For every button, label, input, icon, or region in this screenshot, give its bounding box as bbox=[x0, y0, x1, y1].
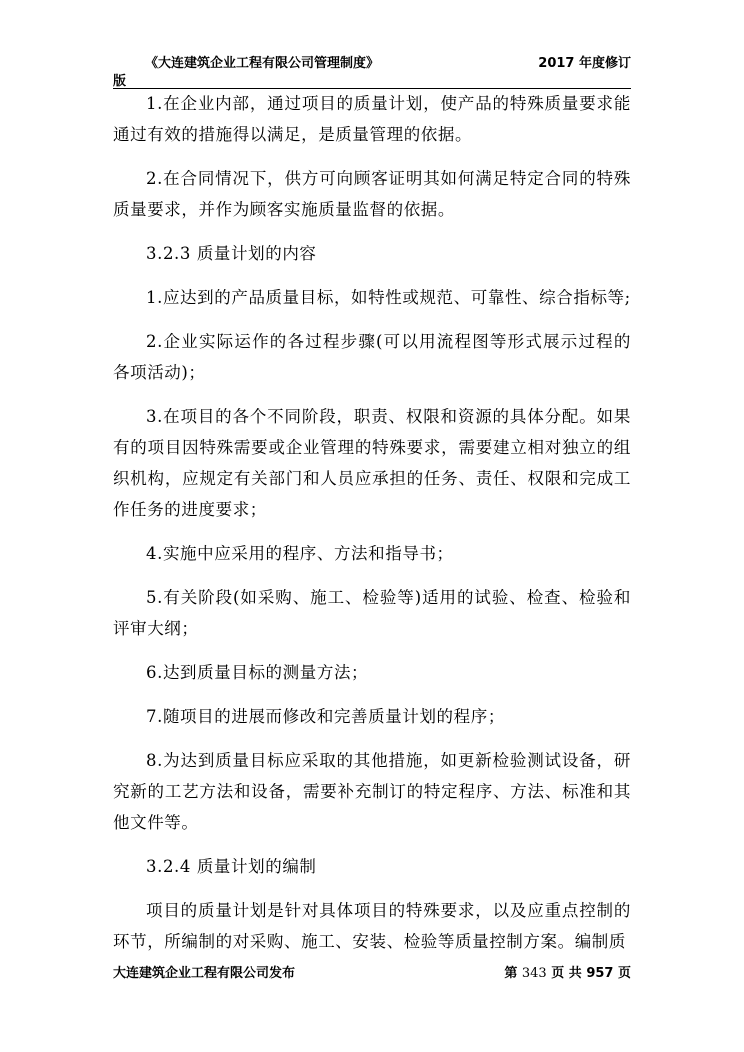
paragraph-item-2: 2.企业实际运作的各过程步骤(可以用流程图等形式展示过程的各项活动)； bbox=[113, 332, 631, 382]
page-current: 343 bbox=[521, 966, 547, 981]
publisher-label: 大连建筑企业工程有限公司发布 bbox=[113, 966, 296, 981]
paragraph-item-7: 7.随项目的进展而修改和完善质量计划的程序； bbox=[146, 707, 505, 726]
section-heading-3-2-4: 3.2.4 质量计划的编制 bbox=[146, 857, 317, 876]
page-number bbox=[504, 962, 631, 981]
revision-label-wrap: 版 bbox=[113, 74, 127, 89]
paragraph-compilation: 项目的质量计划是针对具体项目的特殊要求，以及应重点控制的环节，所编制的对采购、施工、安装、检验等质量控制方案。编制质 bbox=[113, 901, 631, 951]
page-mid: 页 共 bbox=[551, 966, 582, 981]
page-suffix: 页 bbox=[617, 966, 631, 981]
section-heading-3-2-3: 3.2.3 质量计划的内容 bbox=[146, 244, 317, 263]
page-footer bbox=[113, 962, 631, 980]
paragraph-1: 1.在企业内部，通过项目的质量计划，使产品的特殊质量要求能通过有效的措施得以满足，是质量管理的依据。 bbox=[113, 94, 631, 144]
paragraph-item-1: 1.应达到的产品质量目标，如特性或规范、可靠性、综合指标等; bbox=[146, 288, 631, 307]
document-title: 《大连建筑企业工程有限公司管理制度》 bbox=[145, 56, 380, 71]
paragraph-item-4: 4.实施中应采用的程序、方法和指导书； bbox=[146, 544, 454, 563]
page-header bbox=[113, 52, 631, 89]
document-body bbox=[113, 88, 631, 957]
paragraph-item-8: 8.为达到质量目标应采取的其他措施，如更新检验测试设备，研究新的工艺方法和设备，需要补充制订的特定程序、方法、标准和其他文件等。 bbox=[113, 751, 631, 832]
page-prefix: 第 bbox=[504, 966, 518, 981]
paragraph-item-3: 3.在项目的各个不同阶段，职责、权限和资源的具体分配。如果有的项目因特殊需要或企业管理的特殊要求，需要建立相对独立的组织机构，应规定有关部门和人员应承担的任务、责任、权限和完成工作任务的进度要求； bbox=[113, 407, 631, 519]
paragraph-item-5: 5.有关阶段(如采购、施工、检验等)适用的试验、检查、检验和评审大纲； bbox=[113, 588, 631, 638]
paragraph-2: 2.在合同情况下，供方可向顾客证明其如何满足特定合同的特殊质量要求，并作为顾客实施质量监督的依据。 bbox=[113, 169, 631, 219]
page-total: 957 bbox=[586, 966, 614, 981]
revision-label: 2017 年度修订 bbox=[538, 56, 631, 71]
paragraph-item-6: 6.达到质量目标的测量方法； bbox=[146, 663, 369, 682]
